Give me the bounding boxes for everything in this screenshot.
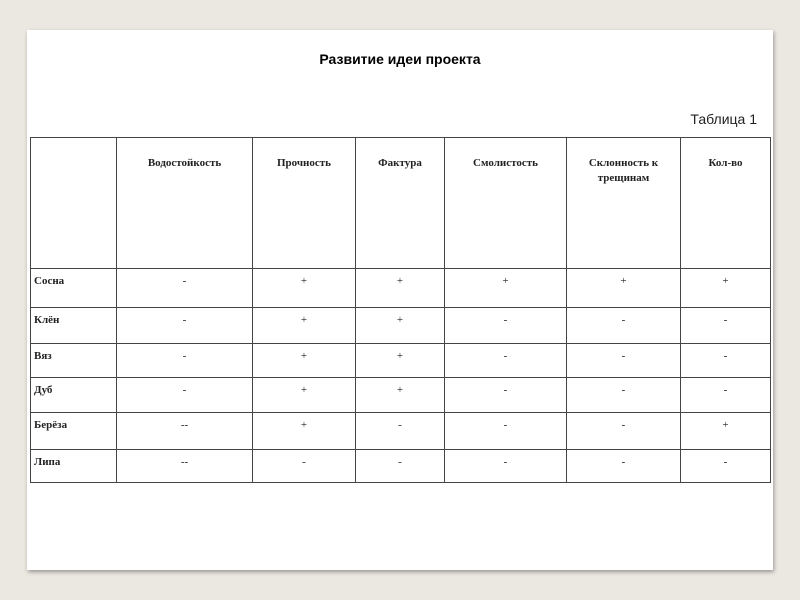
table-row xyxy=(31,413,771,450)
row-label: Берёза xyxy=(31,413,117,450)
row-label: Липа xyxy=(31,450,117,483)
page-title: Развитие идеи проекта xyxy=(319,51,481,67)
row-label: Клён xyxy=(31,308,117,344)
column-header: Водостойкость xyxy=(117,138,253,269)
table-cell: + xyxy=(356,344,445,378)
table-cell: + xyxy=(681,413,771,450)
table-cell: - xyxy=(117,269,253,308)
row-label: Дуб xyxy=(31,378,117,413)
table-cell: - xyxy=(681,344,771,378)
table-cell: - xyxy=(681,308,771,344)
table-row xyxy=(31,344,771,378)
table-cell: - xyxy=(253,450,356,483)
table-cell: - xyxy=(445,378,567,413)
table-cell: - xyxy=(567,378,681,413)
table-cell: - xyxy=(445,413,567,450)
table-cell: + xyxy=(253,413,356,450)
table-cell: - xyxy=(445,308,567,344)
table-cell: - xyxy=(356,450,445,483)
table-cell: + xyxy=(253,308,356,344)
table-cell: + xyxy=(356,269,445,308)
column-header: Склонность к трещинам xyxy=(567,138,681,269)
table-row xyxy=(31,450,771,483)
table-cell: - xyxy=(445,450,567,483)
table-cell: - xyxy=(567,344,681,378)
table-cell: -- xyxy=(117,413,253,450)
table-cell: + xyxy=(356,378,445,413)
table-cell: + xyxy=(445,269,567,308)
slide xyxy=(27,30,773,570)
table-cell: - xyxy=(356,413,445,450)
column-header xyxy=(31,138,117,269)
table-cell: - xyxy=(567,308,681,344)
table-cell: - xyxy=(445,344,567,378)
table-cell: + xyxy=(681,269,771,308)
table-cell: - xyxy=(567,413,681,450)
table-row xyxy=(31,308,771,344)
table-row xyxy=(31,378,771,413)
wood-properties-table xyxy=(30,137,771,483)
column-header: Смолистость xyxy=(445,138,567,269)
table-cell: -- xyxy=(117,450,253,483)
table-cell: + xyxy=(567,269,681,308)
row-label: Сосна xyxy=(31,269,117,308)
table-caption: Таблица 1 xyxy=(690,111,757,127)
column-header: Прочность xyxy=(253,138,356,269)
table-cell: + xyxy=(356,308,445,344)
table-cell: - xyxy=(681,450,771,483)
column-header: Фактура xyxy=(356,138,445,269)
table-cell: - xyxy=(117,344,253,378)
table-cell: - xyxy=(567,450,681,483)
table-cell: - xyxy=(117,378,253,413)
table-cell: - xyxy=(681,378,771,413)
row-label: Вяз xyxy=(31,344,117,378)
column-header: Кол-во xyxy=(681,138,771,269)
table-cell: + xyxy=(253,269,356,308)
table-row xyxy=(31,269,771,308)
table-cell: + xyxy=(253,344,356,378)
table-cell: - xyxy=(117,308,253,344)
table-cell: + xyxy=(253,378,356,413)
